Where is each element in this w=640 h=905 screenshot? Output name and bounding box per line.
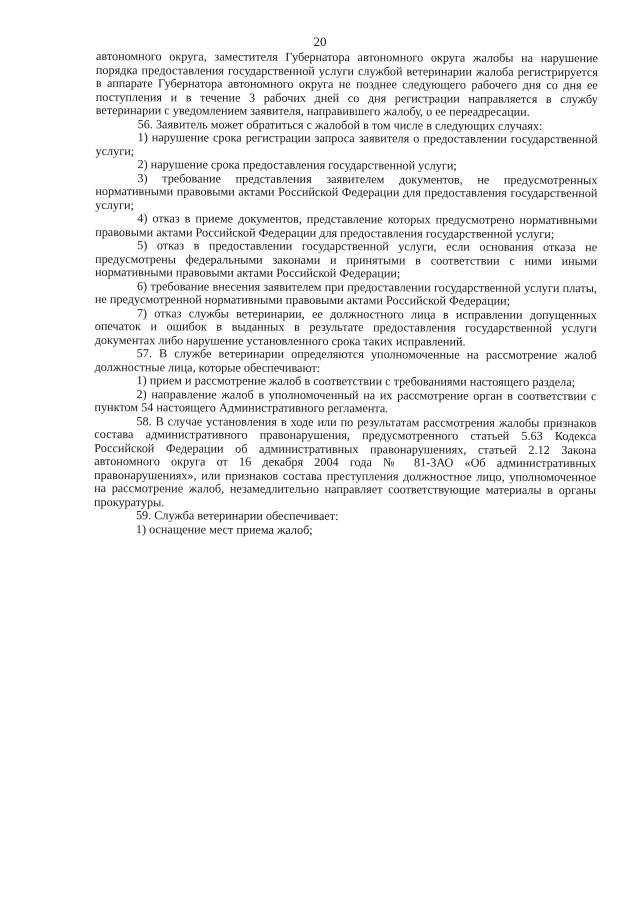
list-item: 1) прием и рассмотрение жалоб в соответствии с требованиями настоящего раздела; [136, 373, 576, 390]
list-item: 4) отказ в приеме документов, представление которых предусмотрено нормативными правовыми актами Российской Федерации для предоставления государственной услуги; [95, 211, 598, 241]
paragraph: 56. Заявитель может обратиться с жалобой в том числе в следующих случаях: [137, 116, 543, 133]
body-text [94, 50, 598, 538]
paragraph: 58. В случае установления в ходе или по результатам рассмотрения жалобы признаков состава административного правонарушения, предусмотренного статьей 5.63 Кодекса Российской Федерации об административных правонарушениях, статьей 2.12 Закона автономного округа от 16 декабря 2004 года № 81-ЗАО «Об административных правонарушениях», или признаков состава преступления должностное лицо, уполномоченное на рассмотрение жалоб, незамедлительно направляет соответствующие материалы в органы прокуратуры. [93, 413, 597, 509]
list-item: 3) требование представления заявителем документов, не предусмотренных нормативными правовыми актами Российской Федерации для предоставления государственной услуги; [95, 170, 598, 212]
list-item: 2) направление жалоб в уполномоченный на их рассмотрение орган в соответствии с пунктом 54 настоящего Административного регламента. [94, 386, 597, 416]
list-item: 5) отказ в предоставлении государственной услуги, если основания отказа не предусмотрены федеральными законами и принятыми в соответствии с ними иными нормативными правовыми актами Российской Федерации; [95, 238, 598, 281]
paragraph: 57. В службе ветеринарии определяются уполномоченные на рассмотрение жалоб должностные лица, которые обеспечивают: [94, 346, 597, 375]
list-item: 1) нарушение срока регистрации запроса заявителя о предоставлении государственной услуги; [95, 130, 598, 158]
list-item: 6) требование внесения заявителем при предоставлении государственной услуги платы, не предусмотренной нормативными правовыми актами Российской Федерации; [94, 278, 597, 308]
list-item: 2) нарушение срока предоставления государственной услуги; [137, 157, 457, 173]
list-item: 7) отказ службы ветеринарии, ее должностного лица в исправлении допущенных опечаток и ошибок в выданных в результате предоставления государственной услуги документах либо нарушение установленного срока таких исправлений. [94, 305, 597, 349]
paragraph: автономного округа, заместителя Губернатора автономного округа жалобы на нарушение порядка предоставления государственной услуги службой ветеринарии жалоба регистрируется в аппарате Губернатора автономного округа не позднее следующего рабочего дня со дня ее поступления и в течение 3 рабочих дней со дня регистрации направляется в службу ветеринарии с уведомлением заявителя, направившего жалобу, о ее переадресации. [95, 49, 598, 119]
list-item: 1) оснащение мест приема жалоб; [135, 521, 313, 537]
paragraph: 59. Служба ветеринарии обеспечивает: [135, 508, 339, 524]
page-number: 20 [313, 34, 327, 49]
